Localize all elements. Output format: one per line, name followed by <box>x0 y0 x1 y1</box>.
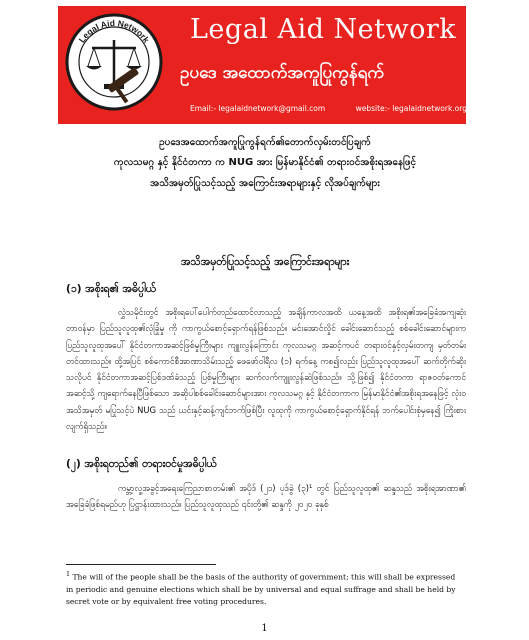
page-number: 1 <box>261 623 268 634</box>
footnote-mark: 1 <box>66 571 71 578</box>
paragraph-1: လွှဲသမိုင်းတွင် အစိုးရပေါ်ပေါက်တည်ထောင်လာသည့် အချိန်ကာလအထိ ယနေ့အထိ အစိုးရ၏အခြေခံအကျဆုံး တာဝန်မှာ ပြည်သူလူထု၏လုံခြုံမှု ကို ကာကွယ်စောင့်ရှောက်ရန်ဖြစ်သည်။ မင်းအောင်လှိုင် ခေါင်းဆောင်သည့် စစ်ခေါင်းဆောင်များက ပြည်သူလူထုအပေါ် နိုင်ငံတကာအဆင့်ဖြစ်မှုကြီးများ ကျူးလွန်ကြောင်း ကုလသမဂ္ဂ အဆင့်ကပင် တရားဝင်နှင့်လှမ်းတကျ မှတ်တမ်းတင်ထားသည်။ ထို့အပြင် စစ်ကောင်စီအာဏာသိမ်းသည့် ဖေဖော်ဝါရီလ (၁) ရက်နေ့ ကစ၍လည်း ပြည်သူလူထုအပေါ် ဆက်တိုက်ဆိုး သလိုပင် နိုင်ငံတကာအဆင့်ပြစ်ဒဏ်ခံသည့် ပြစ်မှုကြီးများ ဆက်လက်ကျူးလွန်ဆဲဖြစ်သည်။ သို့ဖြစ်၍ နိုင်ငံတကာ ရာဇဝတ်ကောင်အဆင့်သို့ ကျရောက်နေပြီဖြစ်သော အဆိုပါစစ်ခေါင်းဆောင်များအား ကုလသမဂ္ဂ နှင့် နိုင်ငံတကာက မြန်မာနိုင်ငံ၏အစိုးရအနေဖြင့် လုံးဝ အသိအမှတ် မပြုသင့်ပဲ NUG သည် ယင်းနှင့်ဆန့်ကျင်ဘက်ဖြစ်ပြီး လူထုကို ကာကွယ်စောင့်ရှောက်နိုင်ရန် ဘက်ပေါင်းစုံမှနေ၍ ကြိုးစားလျက်ရှိသည်။ <box>66 307 466 432</box>
doc-title-line1: ဥပဒေအထောက်အကူပြုကွန်ရက်၏တောက်လှမ်းတင်ပြချက် <box>159 137 371 148</box>
doc-title-line3: အသိအမှတ်ပြုသင့်သည့် အကြောင်းအရာများနှင့် လိုအပ်ချက်များ <box>150 178 380 189</box>
footnote-rule <box>66 564 216 565</box>
footnote-text: The will of the people shall be the basis of the authority of government; this will shall be expressed in periodic and genuine elections which shall be by universal and equal suffrage and shall be held by secret vote or by equivalent free voting procedures. <box>66 572 456 606</box>
header-banner <box>58 6 466 124</box>
website-text: website:- legalaidnetwork.org <box>355 104 467 113</box>
section-heading: အသိအမှတ်ပြုသင့်သည့် အကြောင်းအရာများ <box>180 256 350 268</box>
contact-line <box>190 104 467 113</box>
subsection-heading-1: (၁) အစိုးရ၏ အဓိပ္ပါယ် <box>66 283 156 295</box>
brand-title: Legal Aid Network <box>190 14 457 45</box>
paragraph-2: ကမ္ဘာ့လူ့အခွင့်အရေးကြေညာစာတမ်း၏ အပိုဒ် (၂၁) ပုဒ်ခွဲ (၃)¹ တွင် ပြည်သူလူထု၏ ဆန္ဒသည် အစိုးရအာဏာ၏ အခြေခံဖြစ်ရမည်ဟု ပြဋ္ဌာန်းထားသည်။ ပြည်သူလူထုသည် ၎င်းတို့၏ ဆန္ဒကို ၂၀၂၀ ခုနှစ် <box>66 483 466 510</box>
seal-text: Legal Aid Network <box>76 17 152 45</box>
brand-subtitle: ဥပဒေ အထောက်အကူပြုကွန်ရက် <box>180 63 384 83</box>
justice-scales-logo <box>64 10 164 118</box>
subsection-heading-2: (၂) အစိုးရတည်၏ တရားဝင်မှုအဓိပ္ပါယ် <box>66 458 217 470</box>
email-text: Email:- legalaidnetwork@gmail.com <box>190 104 326 113</box>
footnote <box>66 569 464 608</box>
doc-title-line2: ကုလသမဂ္ဂ နှင့် နိုင်ငံတကာ က NUG အား မြန်မာနိုင်ငံ၏ တရားဝင်အစိုးရအနေဖြင့် <box>113 157 417 168</box>
